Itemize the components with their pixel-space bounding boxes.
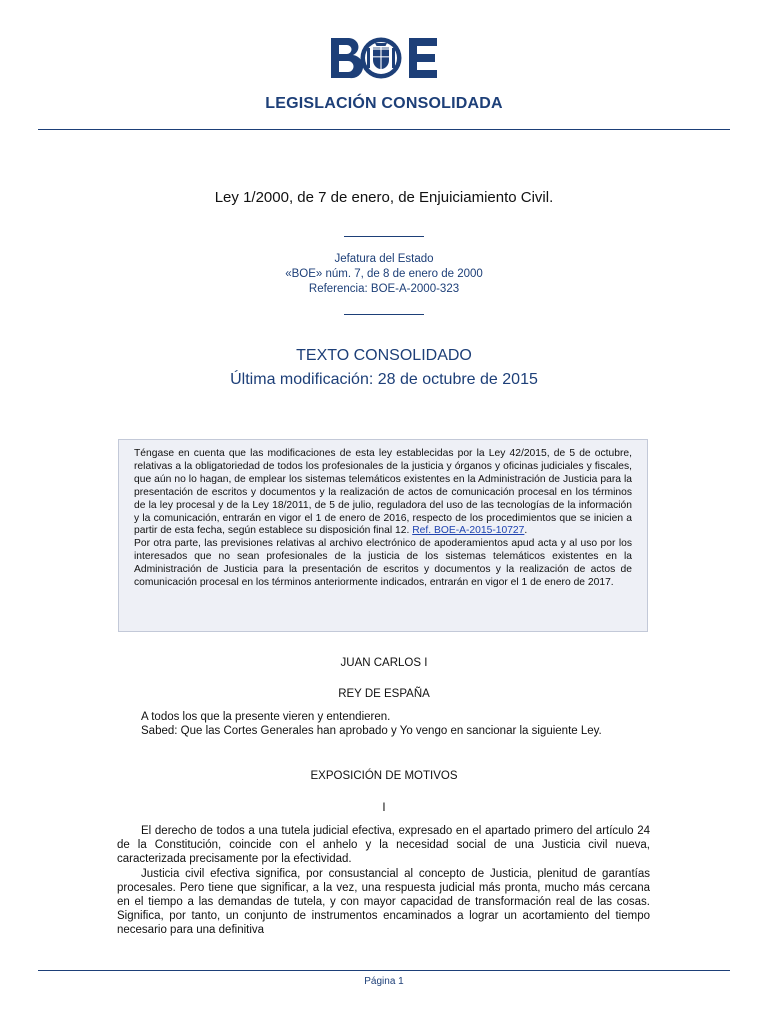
- intro-paragraph-1: A todos los que la presente vieren y entendieren.: [141, 711, 391, 723]
- note-paragraph-2: Por otra parte, las previsiones relativas al archivo electrónico de apoderamientos apud acta y al uso por los interesados que no sean profesionales de la justicia de los sistemas telemáticos existentes en la Administración de Justicia para la presentación de escritos y documentos y la realización de actos de comunicación procesal en los términos anteriormente indicados, entrarán en vigor el 1 de enero de 2017.: [134, 538, 632, 589]
- header-divider: [38, 129, 730, 130]
- note-box: [118, 439, 648, 632]
- reference-link[interactable]: Ref. BOE-A-2015-10727: [412, 525, 525, 537]
- note-text: Téngase en cuenta que las modificaciones de esta ley establecidas por la Ley 42/2015, de 5 de octubre, relativas a la obligatoriedad de todos los profesionales de la justicia y órganos y oficinas judiciales y fiscales, que aún no lo hagan, de emplear los sistemas telemáticos existentes en la Administración de Justicia para la presentación de escritos y documentos y la realización de actos de comunicación procesal en los términos de la ley procesal y de la Ley 18/2011, de 5 de julio, reguladora del uso de las tecnologías de la información y la comunicación, entrarán en vigor el 1 de enero de 2016, respecto de los procedimientos que se inicien a partir de esta fecha, según establece su disposición final 12.: [134, 448, 632, 537]
- meta-reference: Referencia: BOE-A-2000-323: [308, 283, 460, 295]
- body-paragraph-2: Justicia civil efectiva significa, por consustancial al concepto de Justicia, plenitud de garantías procesales. Pero tiene que significar, a la vez, una respuesta judicial más pronta, mucho más cercana en el tiempo a las demandas de tutela, y con mayor capacidad de transformación real de las cosas. Significa, por tanto, un conjunto de instrumentos encaminados a lograr un acortamiento del tiempo necesario para una definitiva: [117, 867, 650, 937]
- meta-bulletin: «BOE» núm. 7, de 8 de enero de 2000: [285, 268, 483, 280]
- last-modified: Última modificación: 28 de octubre de 2015: [230, 371, 538, 388]
- note-paragraph: [134, 448, 632, 538]
- promulgation-text: [117, 710, 650, 738]
- meta-issuer: Jefatura del Estado: [334, 253, 434, 265]
- note-ref-suffix: .: [524, 525, 528, 537]
- section-numeral: I: [382, 802, 386, 814]
- title-divider-top: [344, 236, 424, 237]
- boe-logo: [329, 36, 439, 80]
- law-title: Ley 1/2000, de 7 de enero, de Enjuiciamiento Civil.: [214, 189, 554, 206]
- body-paragraph-1: El derecho de todos a una tutela judicial efectiva, expresado en el apartado primero del artículo 24 de la Constitución, coincide con el anhelo y la necesidad social de una Justicia civil nueva, caracterizada precisamente por la efectividad.: [117, 825, 650, 866]
- consolidated-label: TEXTO CONSOLIDADO: [296, 347, 472, 364]
- king-title: REY DE ESPAÑA: [338, 688, 430, 700]
- body-text: [117, 824, 650, 946]
- intro-paragraph-2: Sabed: Que las Cortes Generales han aprobado y Yo vengo en sancionar la siguiente Ley.: [141, 725, 602, 738]
- page-number: Página 1: [364, 976, 404, 987]
- king-name: JUAN CARLOS I: [340, 657, 428, 669]
- title-divider-bottom: [344, 314, 424, 315]
- footer-divider: [38, 970, 730, 971]
- coat-of-arms-icon: [365, 42, 397, 74]
- section-title: EXPOSICIÓN DE MOTIVOS: [310, 770, 458, 782]
- header-title: LEGISLACIÓN CONSOLIDADA: [265, 95, 503, 112]
